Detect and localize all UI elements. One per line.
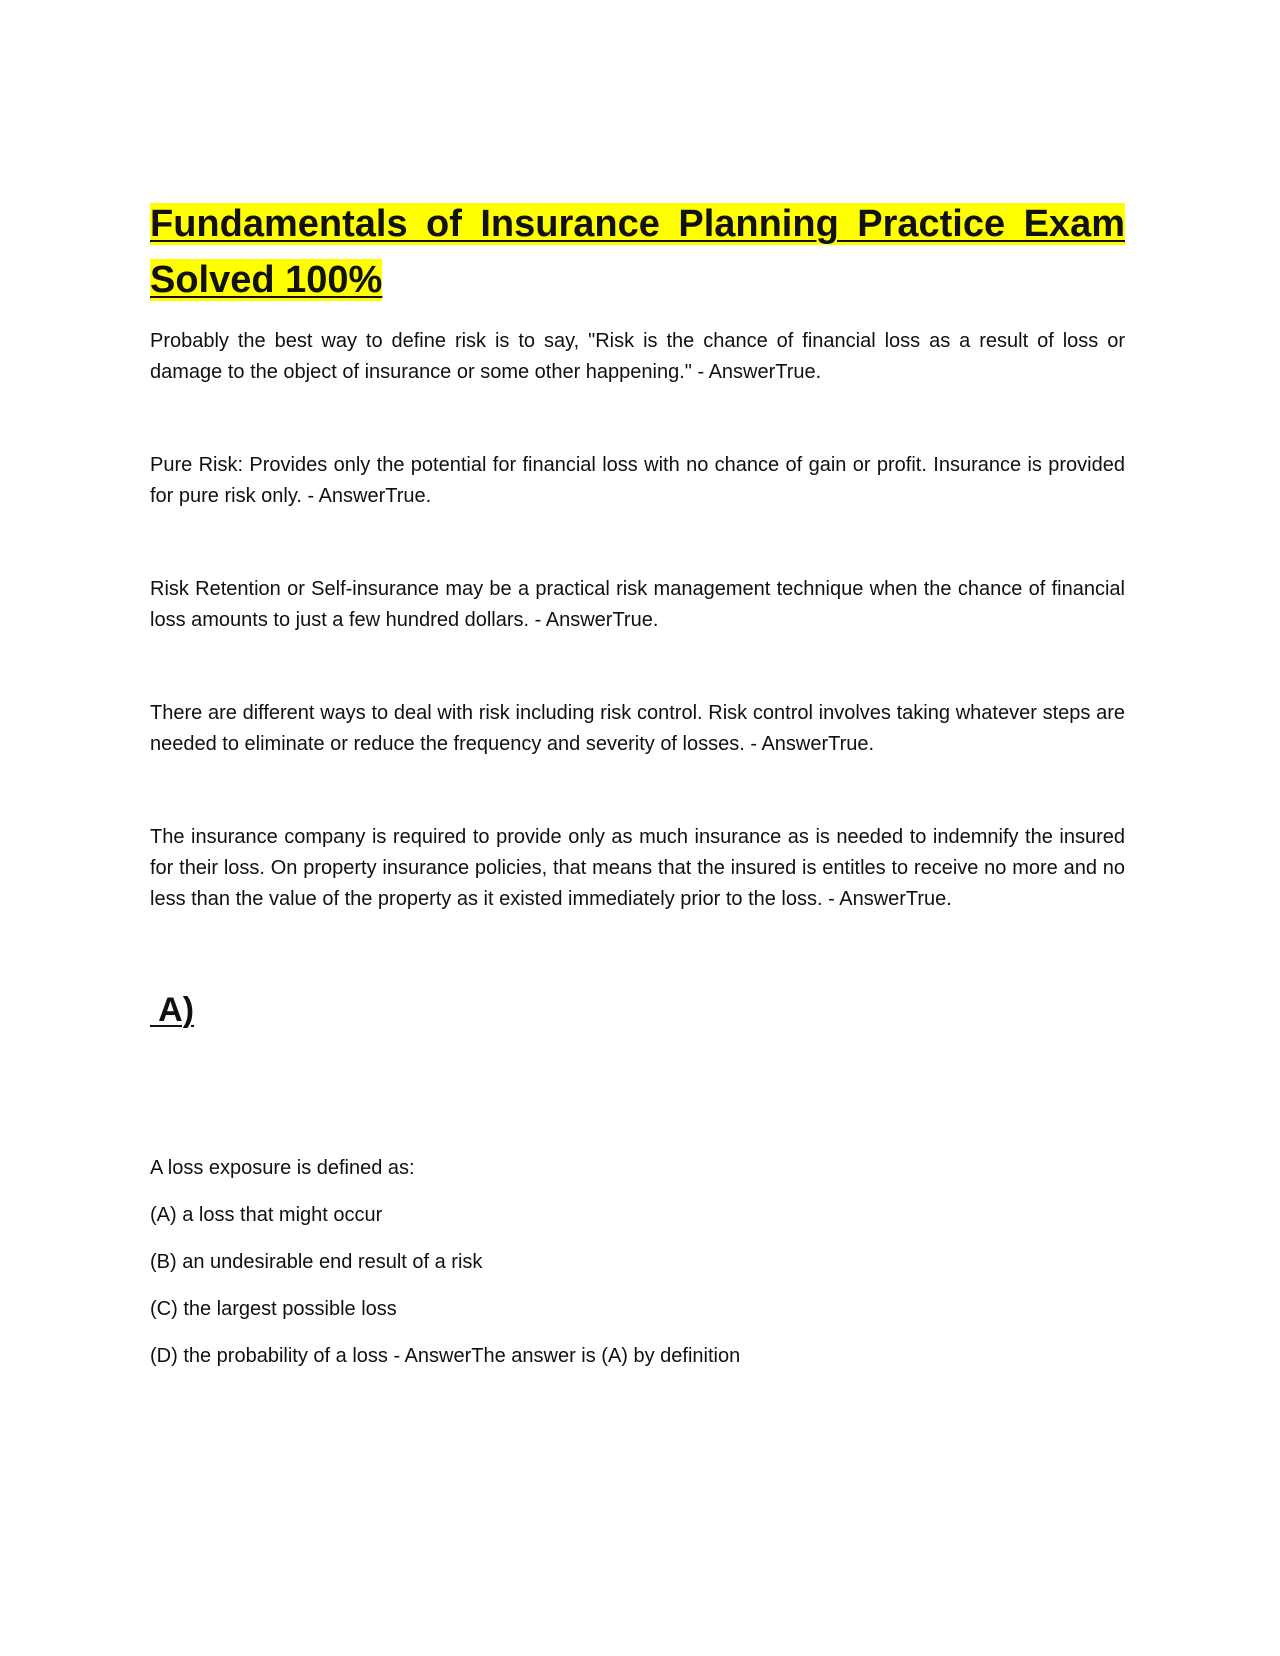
document-title-text: Fundamentals of Insurance Planning Practice Exam Solved 100% bbox=[150, 203, 1125, 301]
paragraph-risk-control: There are different ways to deal with risk including risk control. Risk control involves taking whatever steps are needed to eliminate or reduce the frequency and severity of losses. - AnswerTrue. bbox=[150, 702, 1125, 755]
question-prompt: A loss exposure is defined as: bbox=[150, 1157, 415, 1179]
section-heading: A) bbox=[150, 991, 195, 1029]
paragraph-pure-risk: Pure Risk: Provides only the potential for financial loss with no chance of gain or profit. Insurance is provided for pure risk only. - AnswerTrue. bbox=[150, 454, 1125, 507]
document-title bbox=[150, 196, 1125, 308]
question-option-b: (B) an undesirable end result of a risk bbox=[150, 1251, 483, 1273]
question-option-a: (A) a loss that might occur bbox=[150, 1204, 383, 1226]
paragraph-risk-retention: Risk Retention or Self-insurance may be a practical risk management technique when the chance of financial loss amounts to just a few hundred dollars. - AnswerTrue. bbox=[150, 578, 1125, 631]
document-page bbox=[150, 196, 1125, 1372]
paragraph-risk-definition: Probably the best way to define risk is to say, "Risk is the chance of financial loss as a result of loss or damage to the object of insurance or some other happening." - AnswerTrue. bbox=[150, 330, 1125, 383]
question-option-c: (C) the largest possible loss bbox=[150, 1298, 397, 1320]
paragraph-indemnity: The insurance company is required to provide only as much insurance as is needed to indemnify the insured for their loss. On property insurance policies, that means that the insured is entitles to receive no more and no less than the value of the property as it existed immediately prior to the loss. - AnswerTrue. bbox=[150, 826, 1125, 910]
question-option-d: (D) the probability of a loss - AnswerThe answer is (A) by definition bbox=[150, 1345, 741, 1367]
